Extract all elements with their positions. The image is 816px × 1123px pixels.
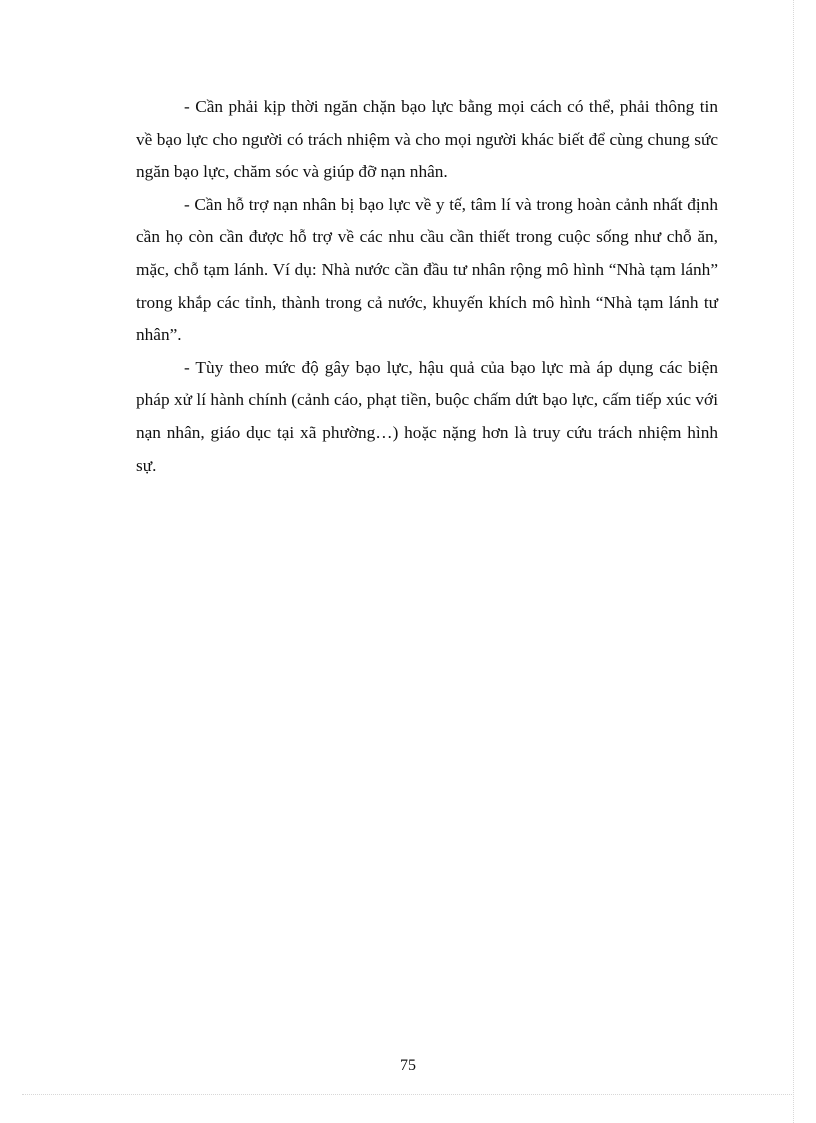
paragraph-support-victims: - Cần hỗ trợ nạn nhân bị bạo lực về y tế, tâm lí và trong hoàn cảnh nhất định cần họ còn cần được hỗ trợ về các nhu cầu cần thiết trong cuộc sống như chỗ ăn, mặc, chỗ tạm lánh. Ví dụ: Nhà nước cần đầu tư nhân rộng mô hình “Nhà tạm lánh” trong khắp các tỉnh, thành trong cả nước, khuyến khích mô hình “Nhà tạm lánh tư nhân”.: [136, 194, 718, 345]
page-number: 75: [400, 1057, 416, 1074]
paragraph-prevent-violence: - Cần phải kịp thời ngăn chặn bạo lực bằng mọi cách có thể, phải thông tin về bạo lực cho người có trách nhiệm và cho mọi người khác biết để cùng chung sức ngăn bạo lực, chăm sóc và giúp đỡ nạn nhân.: [136, 97, 718, 182]
page-right-border: [793, 0, 794, 1123]
page-body: [136, 91, 718, 482]
page-bottom-border: [22, 1094, 794, 1095]
paragraph-legal-measures: - Tùy theo mức độ gây bạo lực, hậu quả của bạo lực mà áp dụng các biện pháp xử lí hành chính (cảnh cáo, phạt tiền, buộc chấm dứt bạo lực, cấm tiếp xúc với nạn nhân, giáo dục tại xã phường…) hoặc nặng hơn là truy cứu trách nhiệm hình sự.: [136, 357, 718, 475]
